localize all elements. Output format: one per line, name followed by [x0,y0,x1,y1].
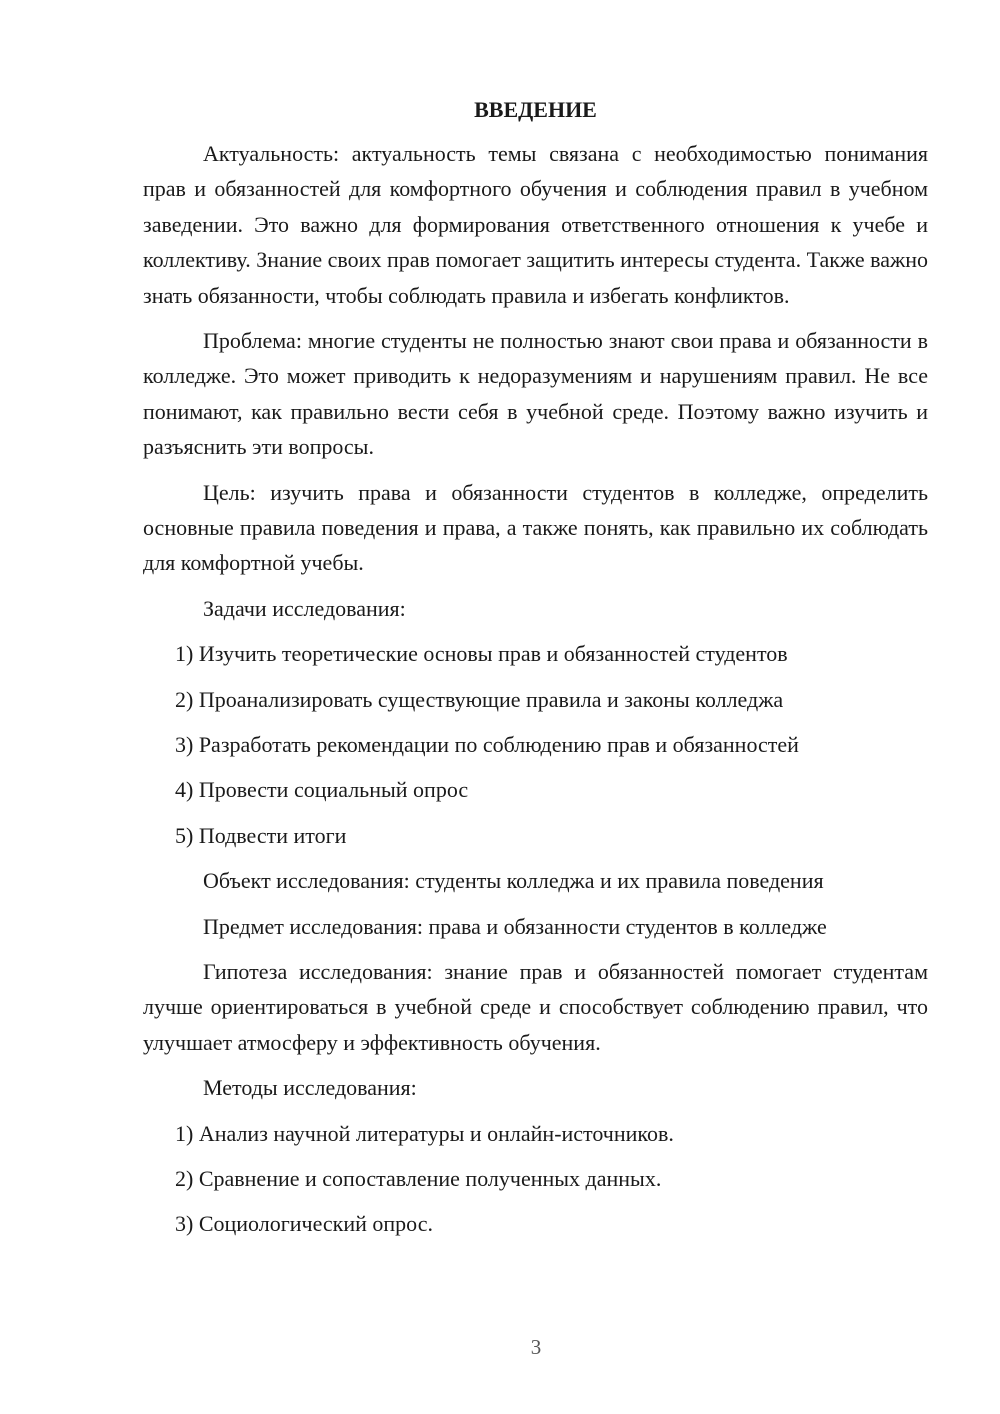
list-item: 5) Подвести итоги [175,822,347,848]
list-item: 3) Разработать рекомендации по соблюдению прав и обязанностей [175,732,799,758]
page-number: 3 [530,1335,542,1359]
research-object: Объект исследования: студенты колледжа и их правила поведения [203,868,824,894]
relevance-paragraph: Актуальность: актуальность темы связана с необходимостью понимания прав и обязанностей для комфортного обучения и соблюдения правил в учебном заведении. Это важно для формирования ответственного отношения к учебе и коллективу. Знание своих прав помогает защитить интересы студента. Также важно знать обязанности, чтобы соблюдать правила и избегать конфликтов. [143,141,928,308]
page-content [143,92,928,1252]
goal-paragraph: Цель: изучить права и обязанности студентов в колледже, определить основные правила поведения и права, а также понять, как правильно их соблюдать для комфортной учебы. [143,479,928,576]
research-subject: Предмет исследования: права и обязанности студентов в колледже [203,913,827,939]
list-item: 3) Социологический опрос. [175,1211,433,1237]
section-title: ВВЕДЕНИЕ [474,97,597,122]
list-item: 1) Анализ научной литературы и онлайн-источников. [175,1120,674,1146]
list-item: 4) Провести социальный опрос [175,777,469,803]
hypothesis-paragraph: Гипотеза исследования: знание прав и обязанностей помогает студентам лучше ориентироваться в учебной среде и способствует соблюдению правил, что улучшает атмосферу и эффективность обучения. [143,959,928,1055]
list-item: 1) Изучить теоретические основы прав и обязанностей студентов [175,641,788,667]
list-item: 2) Проанализировать существующие правила и законы колледжа [175,686,784,712]
tasks-list [143,636,928,854]
methods-heading: Методы исследования: [203,1075,417,1101]
problem-paragraph: Проблема: многие студенты не полностью знают свои права и обязанности в колледже. Это может приводить к недоразумениям и нарушениям правил. Не все понимают, как правильно вести себя в учебной среде. Поэтому важно изучить и разъяснить эти вопросы. [143,328,928,460]
tasks-heading: Задачи исследования: [203,595,406,621]
methods-list [143,1116,928,1243]
list-item: 2) Сравнение и сопоставление полученных данных. [175,1166,662,1191]
